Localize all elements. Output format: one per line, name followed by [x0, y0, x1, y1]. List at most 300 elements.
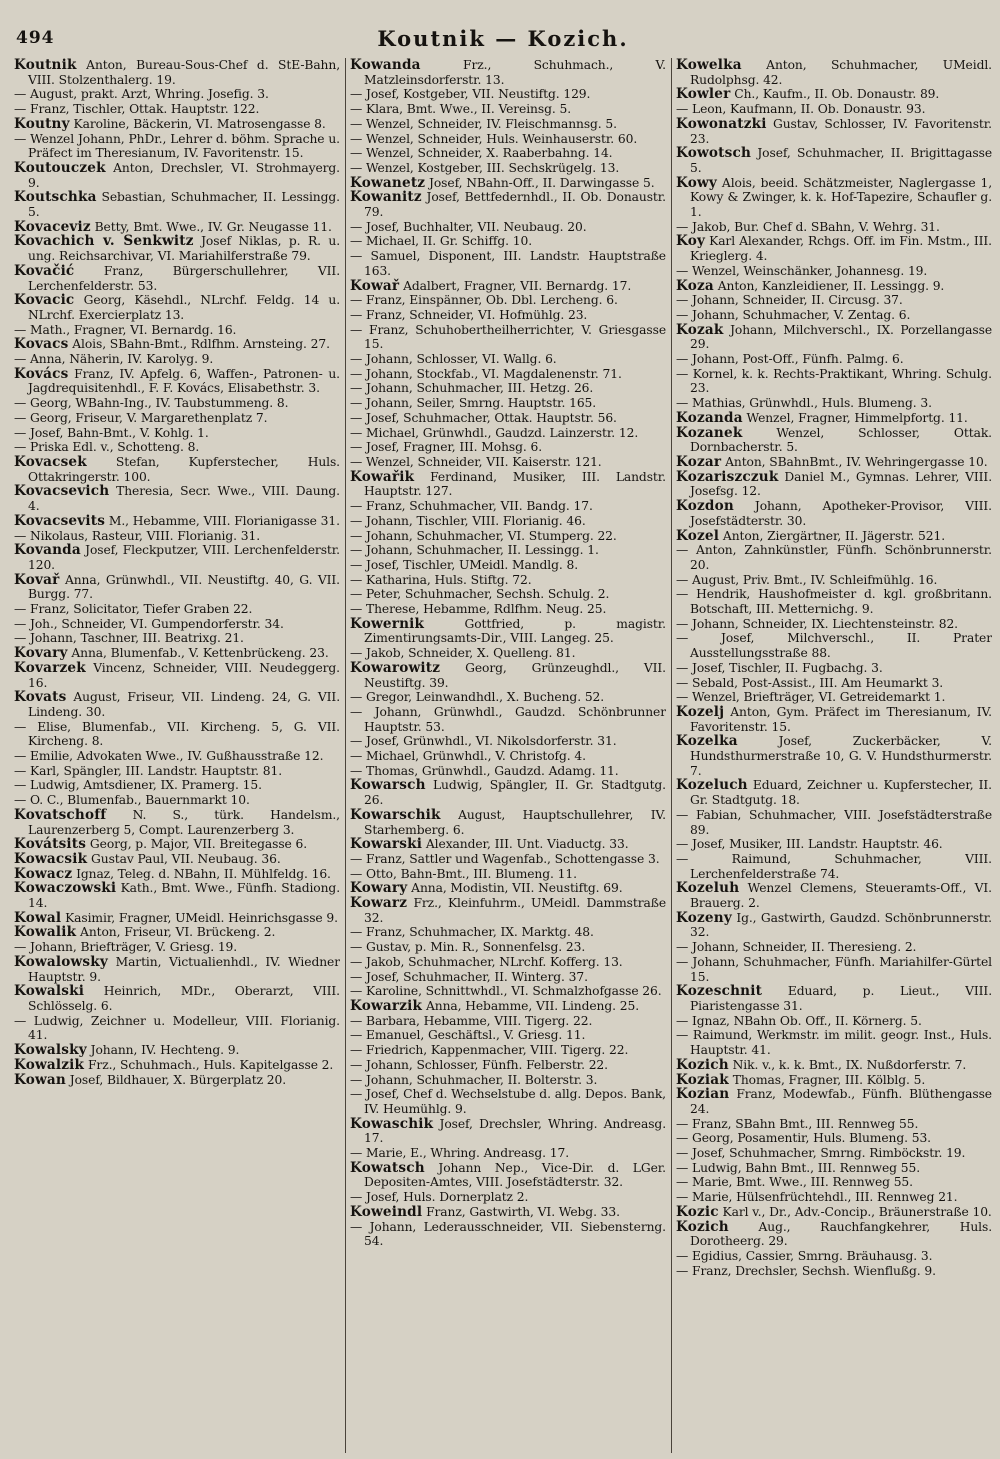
directory-entry	[676, 587, 992, 617]
entry-details: Ig., Gastwirth, Gaudzd. Schönbrunnerstr. 32.	[690, 910, 992, 940]
directory-entry	[350, 690, 666, 705]
directory-entry	[350, 189, 666, 220]
directory-entry	[676, 527, 992, 544]
entry-details: — Franz, Schuhmacher, VII. Bandg. 17.	[350, 499, 593, 514]
directory-entry	[350, 425, 666, 441]
directory-entry	[14, 440, 340, 455]
entry-details: — Kornel, k. k. Rechts-Praktikant, Whring. Schulg. 23.	[676, 366, 992, 396]
entry-details: Vincenz, Schneider, VIII. Neudeggerg. 16.	[28, 660, 340, 690]
entry-surname: Koweindl	[350, 1203, 423, 1220]
entry-details: Karl Alexander, Rchgs. Off. im Fin. Mstm., III. Krieglerg. 4.	[690, 234, 992, 264]
directory-entry	[14, 953, 340, 984]
entry-details: Ludwig, Spängler, II. Gr. Stadtgutg. 26.	[364, 778, 666, 808]
entry-details: — Johann, Schneider, IX. Liechtensteinstr. 82.	[676, 616, 958, 631]
entry-details: August, Hauptschullehrer, IV. Starhemberg. 6.	[364, 807, 666, 837]
directory-entry	[14, 909, 340, 926]
directory-entry	[676, 1056, 992, 1073]
directory-entry	[14, 880, 340, 911]
directory-entry	[14, 1071, 340, 1088]
directory-entry	[676, 954, 992, 984]
directory-entry	[676, 616, 992, 632]
directory-entry	[350, 440, 666, 455]
directory-entry	[14, 778, 340, 793]
directory-entry	[14, 483, 340, 514]
directory-entry	[14, 189, 340, 220]
entry-details: — Josef, Grünwhdl., VI. Nikolsdorferstr. 31.	[350, 734, 617, 749]
entry-details: August, Friseur, VII. Lindeng. 24, G. VII. Lindeng. 30.	[28, 690, 340, 719]
directory-entry	[14, 749, 340, 764]
directory-entry	[350, 454, 666, 470]
entry-details: Georg, Käsehdl., NLrchf. Feldg. 14 u. NLrchf. Exercierplatz 13.	[28, 293, 340, 322]
entry-surname: Koza	[676, 277, 714, 294]
directory-entry	[676, 777, 992, 808]
entry-details: Stefan, Kupferstecher, Huls. Ottakringerstr. 100.	[28, 454, 340, 484]
entry-details: — Wenzel Johann, PhDr., Lehrer d. böhm. Sprache u. Präfect im Theresianum, IV. Favoritenstr. 15.	[14, 131, 340, 161]
entry-details: Johann, IV. Hechteng. 9.	[86, 1043, 240, 1058]
entry-details: — Johann, Schuhmacher, V. Zentag. 6.	[676, 307, 911, 322]
directory-entry	[14, 602, 340, 617]
entry-details: Franz, Gastwirth, VI. Webg. 33.	[422, 1204, 620, 1219]
entry-details: — Josef, Musiker, III. Landstr. Hauptstr. 46.	[676, 837, 943, 852]
entry-surname: Kovacsevits	[14, 512, 106, 529]
entry-details: — Peter, Schuhmacher, Sechsh. Schulg. 2.	[350, 587, 610, 602]
entry-details: Johann, Apotheker-Provisor, VIII. Josefstädterstr. 30.	[690, 499, 992, 528]
entry-details: Frz., Schuhmach., Huls. Kapitelgasse 2.	[84, 1057, 334, 1072]
entry-details: — Georg, Friseur, V. Margarethenplatz 7.	[14, 410, 268, 425]
entry-surname: Kowonatzki	[676, 115, 767, 132]
directory-entry	[676, 115, 992, 146]
entry-details: — Johann, Schuhmacher, VI. Stumperg. 22.	[350, 528, 617, 543]
columns-area	[14, 58, 992, 1458]
entry-surname: Kozariszczuk	[676, 468, 779, 485]
entry-details: N. S., türk. Handelsm., Laurenzerberg 5, Compt. Laurenzerberg 3.	[28, 807, 340, 837]
directory-entry	[14, 645, 340, 662]
directory-entry	[14, 292, 340, 322]
directory-entry	[676, 174, 992, 220]
entry-details: — Johann, Schuhmacher, III. Hetzg. 26.	[350, 381, 594, 396]
column-2	[350, 58, 666, 1458]
directory-entry	[676, 293, 992, 308]
entry-details: Josef, NBahn-Off., II. Darwingasse 5.	[425, 175, 655, 190]
directory-entry	[14, 396, 340, 411]
entry-surname: Kovačić	[14, 262, 75, 279]
entry-details: Josef, Bildhauer, X. Bürgerplatz 20.	[65, 1072, 287, 1087]
directory-entry	[676, 837, 992, 852]
entry-details: — Jakob, Schuhmacher, NLrchf. Kofferg. 13.	[350, 954, 623, 969]
entry-details: Theresia, Secr. Wwe., VIII. Daung. 4.	[28, 484, 340, 514]
entry-details: — Michael, Grünwhdl., Gaudzd. Lainzerstr. 12.	[350, 425, 639, 440]
directory-entry	[676, 366, 992, 396]
directory-entry	[676, 58, 992, 87]
entry-details: — Marie, E., Whring. Andreasg. 17.	[350, 1146, 570, 1161]
entry-details: — Franz, Schuhobertheilherrichter, V. Griesgasse 15.	[350, 322, 666, 352]
directory-entry	[350, 587, 666, 602]
entry-details: — Johann, Schlosser, VI. Wallg. 6.	[350, 352, 557, 367]
directory-entry	[676, 396, 992, 411]
directory-entry	[14, 218, 340, 235]
entry-surname: Kowanetz	[350, 174, 426, 191]
entry-details: — Franz, SBahn Bmt., III. Rennweg 55.	[676, 1116, 919, 1131]
entry-details: — Wenzel, Schneider, VII. Kaiserstr. 121.	[350, 454, 602, 469]
entry-surname: Kowař	[350, 277, 400, 294]
directory-entry	[350, 749, 666, 764]
directory-entry	[676, 453, 992, 470]
directory-entry	[350, 851, 666, 867]
entry-details: — Franz, Sattler und Wagenfab., Schottengasse 3.	[350, 851, 660, 866]
directory-entry	[676, 660, 992, 676]
entry-details: Johann, Milchverschl., IX. Porzellangasse 29.	[690, 322, 992, 352]
entry-surname: Kovacsek	[14, 453, 87, 470]
entry-details: Wenzel Clemens, Steueramts-Off., VI. Brauerg. 2.	[690, 881, 992, 911]
entry-details: — Georg, WBahn-Ing., IV. Taubstummeng. 8.	[14, 396, 289, 411]
entry-details: — Thomas, Grünwhdl., Gaudzd. Adamg. 11.	[350, 763, 619, 778]
directory-entry	[350, 1159, 666, 1190]
entry-details: — Wenzel, Weinschänker, Johannesg. 19.	[676, 263, 928, 278]
directory-entry	[350, 543, 666, 558]
directory-entry	[350, 307, 666, 323]
entry-details: — Ludwig, Amtsdiener, IX. Pramerg. 15.	[14, 778, 262, 793]
entry-details: Anna, Modistin, VII. Neustiftg. 69.	[407, 881, 623, 896]
entry-details: — Johann, Schuhmacher, II. Lessingg. 1.	[350, 543, 599, 558]
entry-details: Kath., Bmt. Wwe., Fünfh. Stadiong. 14.	[28, 881, 340, 911]
entry-details: Gustav, Schlosser, IV. Favoritenstr. 23.	[690, 116, 992, 146]
directory-entry	[14, 924, 340, 941]
entry-details: Josef, Schuhmacher, II. Brigittagasse 5.	[690, 146, 992, 175]
directory-entry	[350, 1219, 666, 1249]
entry-details: Anton, Gym. Präfect im Theresianum, IV. Favoritenstr. 15.	[690, 704, 992, 734]
entry-surname: Kovanda	[14, 542, 81, 559]
entry-surname: Koutouczek	[14, 159, 106, 176]
directory-entry	[350, 1115, 666, 1146]
directory-entry	[350, 763, 666, 779]
entry-details: Frz., Kleinfuhrm., UMeidl. Dammstraße 32.	[364, 896, 666, 925]
entry-details: M., Hebamme, VIII. Florianigasse 31.	[105, 513, 340, 528]
entry-details: Johann Nep., Vice-Dir. d. LGer. Depositen-Amtes, VIII. Josefstädterstr. 32.	[364, 1160, 666, 1190]
entry-surname: Kowy	[676, 174, 717, 191]
directory-entry	[14, 719, 340, 749]
directory-entry	[676, 733, 992, 778]
column-divider	[345, 58, 346, 1453]
entry-details: — Johann, Tischler, VIII. Florianig. 46.	[350, 513, 586, 528]
entry-details: — Leon, Kaufmann, II. Ob. Donaustr. 93.	[676, 102, 926, 117]
entry-details: Ch., Kaufm., II. Ob. Donaustr. 89.	[730, 87, 940, 102]
entry-details: — Josef, Tischler, UMeidl. Mandlg. 8.	[350, 557, 579, 572]
directory-entry	[676, 352, 992, 367]
entry-details: Anna, Grünwhdl., VII. Neustiftg. 40, G. VII. Burgg. 77.	[28, 572, 340, 602]
entry-details: Ferdinand, Musiker, III. Landstr. Hauptstr. 127.	[364, 469, 666, 499]
directory-entry	[350, 1190, 666, 1205]
directory-entry	[676, 1028, 992, 1058]
directory-entry	[14, 453, 340, 484]
entry-surname: Koutnik	[14, 58, 77, 73]
entry-details: Josef, Bettfedernhdl., II. Ob. Donaustr. 79.	[364, 190, 666, 220]
directory-entry	[676, 424, 992, 455]
directory-entry	[14, 793, 340, 808]
entry-surname: Koutschka	[14, 189, 97, 206]
entry-details: — Math., Fragner, VI. Bernardg. 16.	[14, 322, 237, 337]
entry-surname: Kowarzik	[350, 998, 423, 1014]
entry-details: — Wenzel, Schneider, Huls. Weinhauserstr. 60.	[350, 131, 638, 146]
directory-entry	[676, 1071, 992, 1088]
column-divider	[671, 58, 672, 1453]
directory-entry	[350, 381, 666, 396]
directory-entry	[14, 322, 340, 338]
entry-details: — Marie, Bmt. Wwe., III. Rennweg 55.	[676, 1175, 913, 1190]
directory-entry	[350, 895, 666, 925]
entry-details: — Ludwig, Zeichner u. Modelleur, VIII. Florianig. 41.	[14, 1013, 340, 1043]
entry-details: Eduard, p. Lieut., VIII. Piaristengasse 31.	[690, 984, 992, 1013]
directory-entry	[350, 836, 666, 853]
entry-surname: Kozar	[676, 453, 722, 470]
entry-details: — Franz, Tischler, Ottak. Hauptstr. 122.	[14, 102, 260, 117]
directory-entry	[676, 498, 992, 528]
entry-details: — Ignaz, NBahn Ob. Off., II. Körnerg. 5.	[676, 1013, 922, 1028]
entry-details: — Josef, Fragner, III. Mohsg. 6.	[350, 440, 543, 455]
entry-surname: Kozanda	[676, 409, 743, 426]
entry-details: — Priska Edl. v., Schotteng. 8.	[14, 440, 200, 455]
directory-entry	[676, 1013, 992, 1029]
entry-details: — Josef, Kostgeber, VII. Neustiftg. 129.	[350, 87, 591, 102]
entry-details: — Johann, Grünwhdl., Gaudzd. Schönbrunner Hauptstr. 53.	[350, 704, 666, 734]
entry-details: Nik. v., k. k. Bmt., IX. Nußdorferstr. 7.	[728, 1057, 967, 1072]
entry-details: — Josef, Huls. Dornerplatz 2.	[350, 1190, 529, 1205]
directory-entry	[350, 352, 666, 367]
directory-entry	[14, 365, 340, 396]
entry-details: Gustav Paul, VII. Neubaug. 36.	[87, 851, 281, 866]
entry-surname: Kowalski	[14, 983, 85, 1000]
directory-entry	[350, 998, 666, 1014]
page-title: Koutnik — Kozich.	[377, 26, 629, 51]
directory-entry	[350, 116, 666, 132]
directory-entry	[676, 1146, 992, 1161]
entry-details: — O. C., Blumenfab., Bauernmarkt 10.	[14, 793, 250, 808]
entry-details: — Samuel, Disponent, III. Landstr. Hauptstraße 163.	[350, 249, 666, 278]
page-number: 494	[16, 28, 55, 48]
entry-surname: Koy	[676, 233, 706, 250]
directory-entry	[14, 410, 340, 426]
entry-details: Adalbert, Fragner, VII. Bernardg. 17.	[399, 278, 632, 293]
entry-details: Alexander, III. Unt. Viaductg. 33.	[422, 837, 629, 852]
entry-details: — Josef, Tischler, II. Fugbachg. 3.	[676, 660, 883, 675]
entry-details: — Josef, Chef d. Wechselstube d. allg. Depos. Bank, IV. Heumühlg. 9.	[350, 1087, 666, 1116]
page-header	[14, 22, 992, 58]
directory-entry	[676, 851, 992, 881]
directory-entry	[350, 1072, 666, 1088]
directory-entry	[350, 322, 666, 352]
directory-entry	[14, 102, 340, 117]
directory-entry	[350, 396, 666, 411]
entry-details: — Johann, Schuhmacher, II. Bolterstr. 3.	[350, 1072, 598, 1087]
entry-details: Franz, Modewfab., Fünfh. Blüthengasse 24.	[690, 1087, 992, 1116]
directory-entry	[350, 102, 666, 117]
entry-details: — August, Priv. Bmt., IV. Schleifmühlg. 16.	[676, 572, 938, 587]
directory-entry	[676, 940, 992, 955]
entry-details: — Franz, Einspänner, Ob. Dbl. Lercheng. 6.	[350, 293, 618, 308]
entry-details: — Michael, Grünwhdl., V. Christofg. 4.	[350, 749, 586, 764]
directory-entry	[676, 321, 992, 352]
entry-details: — Gustav, p. Min. R., Sonnenfelsg. 23.	[350, 940, 586, 955]
directory-entry	[350, 646, 666, 661]
entry-details: — Wenzel, Kostgeber, III. Sechskrügelg. 13.	[350, 160, 620, 175]
entry-surname: Kowacz	[14, 865, 73, 882]
entry-surname: Kowaschik	[350, 1115, 434, 1132]
entry-details: — Wenzel, Briefträger, VI. Getreidemarkt 1.	[676, 690, 946, 705]
entry-details: Anton, Schuhmacher, UMeidl. Rudolphsg. 42.	[690, 58, 992, 87]
directory-entry	[350, 940, 666, 955]
directory-entry	[676, 1190, 992, 1205]
entry-details: — Raimund, Schuhmacher, VIII. Lerchenfelderstraße 74.	[676, 851, 992, 881]
entry-surname: Kowotsch	[676, 145, 752, 162]
entry-surname: Kowatsch	[350, 1159, 425, 1176]
directory-entry	[350, 704, 666, 734]
entry-details: Anton, SBahnBmt., IV. Wehringergasse 10.	[721, 454, 988, 469]
directory-entry	[676, 409, 992, 426]
entry-details: Heinrich, MDr., Oberarzt, VIII. Schlösselg. 6.	[28, 984, 340, 1013]
directory-entry	[350, 925, 666, 940]
directory-entry	[350, 734, 666, 749]
entry-surname: Kozeluch	[676, 777, 748, 794]
entry-details: — Franz, Drechsler, Sechsh. Wienflußg. 9.	[676, 1263, 936, 1278]
entry-details: — Josef, Schuhmacher, Smrng. Rimböckstr. 19.	[676, 1146, 966, 1161]
entry-surname: Kovary	[14, 645, 68, 662]
entry-details: Karl v., Dr., Adv.-Concip., Bräunerstraße 10.	[718, 1204, 992, 1219]
directory-entry	[350, 1146, 666, 1161]
entry-details: Anna, Hebamme, VII. Lindeng. 25.	[422, 999, 640, 1013]
directory-entry	[350, 1057, 666, 1073]
entry-details: — Anna, Näherin, IV. Karolyg. 9.	[14, 352, 214, 367]
entry-surname: Kozeny	[676, 909, 732, 926]
entry-details: Eduard, Zeichner u. Kupferstecher, II. Gr. Stadtgutg. 18.	[690, 778, 992, 808]
directory-entry	[676, 145, 992, 175]
entry-details: — Elise, Blumenfab., VII. Kircheng. 5, G. VII. Kircheng. 8.	[14, 719, 340, 749]
entry-details: — Klara, Bmt. Wwe., II. Vereinsg. 5.	[350, 102, 572, 117]
directory-entry	[350, 131, 666, 147]
entry-details: Daniel M., Gymnas. Lehrer, VIII. Josefsg. 12.	[690, 469, 992, 499]
entry-details: Georg, p. Major, VII. Breitegasse 6.	[86, 837, 308, 852]
entry-details: — Wenzel, Schneider, IV. Fleischmannsg. 5.	[350, 116, 617, 131]
directory-entry	[676, 1263, 992, 1279]
entry-surname: Kowařik	[350, 468, 415, 485]
entry-details: — Johann, Seiler, Smrng. Hauptstr. 165.	[350, 396, 597, 411]
directory-entry	[14, 659, 340, 690]
entry-details: — Therese, Hebamme, Rdlfhm. Neug. 25.	[350, 602, 607, 617]
directory-entry	[14, 1042, 340, 1059]
entry-details: — Friedrich, Kappenmacher, VIII. Tigerg. 22.	[350, 1043, 629, 1058]
directory-entry	[350, 1087, 666, 1116]
entry-details: — Ludwig, Bahn Bmt., III. Rennweg 55.	[676, 1160, 920, 1175]
entry-details: — Joh., Schneider, VI. Gumpendorferstr. 34.	[14, 616, 284, 631]
entry-details: Gottfried, p. magistr. Zimentirungsamts-Dir., VIII. Langeg. 25.	[364, 616, 666, 646]
directory-entry	[350, 58, 666, 87]
directory-entry	[676, 690, 992, 705]
entry-details: — Johann, Post-Off., Fünfh. Palmg. 6.	[676, 352, 904, 367]
directory-entry	[676, 909, 992, 940]
directory-entry	[350, 87, 666, 102]
entry-details: Anton, Ziergärtner, II. Jägerstr. 521.	[719, 528, 946, 543]
directory-entry	[350, 602, 666, 617]
entry-details: — Egidius, Cassier, Smrng. Bräuhausg. 3.	[676, 1248, 933, 1263]
directory-entry	[676, 219, 992, 235]
entry-surname: Kowal	[14, 909, 62, 926]
entry-surname: Kozak	[676, 321, 724, 338]
directory-entry	[350, 866, 666, 882]
directory-entry	[676, 1218, 992, 1249]
entry-details: — Karl, Spängler, III. Landstr. Hauptstr. 81.	[14, 763, 283, 778]
directory-entry	[676, 631, 992, 661]
entry-surname: Kovaceviz	[14, 218, 91, 235]
entry-surname: Kozich	[676, 1218, 729, 1235]
directory-entry	[676, 807, 992, 837]
directory-entry	[350, 468, 666, 499]
entry-details: — Jakob, Schneider, X. Quelleng. 81.	[350, 646, 576, 661]
directory-entry	[14, 1013, 340, 1043]
entry-details: — Barbara, Hebamme, VIII. Tigerg. 22.	[350, 1013, 593, 1028]
directory-entry	[676, 983, 992, 1013]
directory-entry	[676, 1086, 992, 1116]
entry-details: Georg, Grünzeughdl., VII. Neustiftg. 39.	[364, 660, 666, 690]
directory-entry	[14, 1056, 340, 1073]
directory-entry	[14, 689, 340, 719]
entry-details: — Johann, Schneider, II. Theresieng. 2.	[676, 940, 917, 955]
directory-entry	[350, 219, 666, 235]
entry-surname: Kovács	[14, 365, 69, 382]
directory-entry	[350, 366, 666, 382]
directory-entry	[676, 1116, 992, 1132]
entry-surname: Kowan	[14, 1071, 66, 1088]
entry-details: — Katharina, Huls. Stiftg. 72.	[350, 572, 532, 587]
entry-surname: Kowernik	[350, 615, 425, 632]
entry-details: — Emanuel, Geschäftsl., V. Griesg. 11.	[350, 1028, 586, 1043]
entry-surname: Kozeschnit	[676, 983, 763, 1000]
directory-entry	[350, 249, 666, 278]
directory-entry	[676, 1160, 992, 1176]
directory-entry	[14, 512, 340, 529]
entry-details: — Josef, Schuhmacher, Ottak. Hauptstr. 56.	[350, 410, 617, 425]
entry-surname: Kowalowsky	[14, 953, 108, 970]
entry-surname: Kozic	[676, 1203, 719, 1220]
directory-entry	[350, 777, 666, 808]
entry-surname: Kozel	[676, 527, 720, 544]
directory-entry	[676, 1203, 992, 1220]
entry-details: — Mathias, Grünwhdl., Huls. Blumeng. 3.	[676, 396, 932, 411]
directory-entry	[350, 615, 666, 646]
entry-details: — Johann, Stockfab., VI. Magdalenenstr. 71.	[350, 366, 622, 381]
entry-details: Anton, Friseur, VI. Brückeng. 2.	[76, 925, 276, 940]
directory-entry	[350, 954, 666, 970]
entry-surname: Kozanek	[676, 424, 743, 441]
directory-entry	[350, 880, 666, 897]
directory-entry	[350, 1028, 666, 1043]
directory-entry	[350, 174, 666, 191]
entry-surname: Kowler	[676, 86, 731, 103]
entry-surname: Kozelj	[676, 703, 725, 720]
entry-details: Aug., Rauchfangkehrer, Huls. Dorotheerg. 29.	[690, 1219, 992, 1249]
directory-entry	[350, 499, 666, 514]
entry-surname: Kovacs	[14, 336, 69, 353]
entry-surname: Kovarzek	[14, 659, 86, 676]
directory-entry	[350, 659, 666, 690]
entry-details: Alois, SBahn-Bmt., Rdlfhm. Arnsteing. 27.	[68, 337, 330, 352]
entry-surname: Kowaczowski	[14, 880, 117, 897]
entry-surname: Kovachich v. Senkwitz	[14, 233, 194, 250]
entry-details: Sebastian, Schuhmacher, II. Lessingg. 5.	[28, 190, 340, 220]
entry-details: — Josef, Buchhalter, VII. Neubaug. 20.	[350, 219, 587, 234]
entry-surname: Kowalik	[14, 924, 77, 941]
directory-entry	[350, 1013, 666, 1029]
directory-entry	[14, 528, 340, 544]
directory-entry	[14, 940, 340, 955]
entry-details: — Marie, Hülsenfrüchtehdl., III. Rennweg 21.	[676, 1190, 958, 1205]
